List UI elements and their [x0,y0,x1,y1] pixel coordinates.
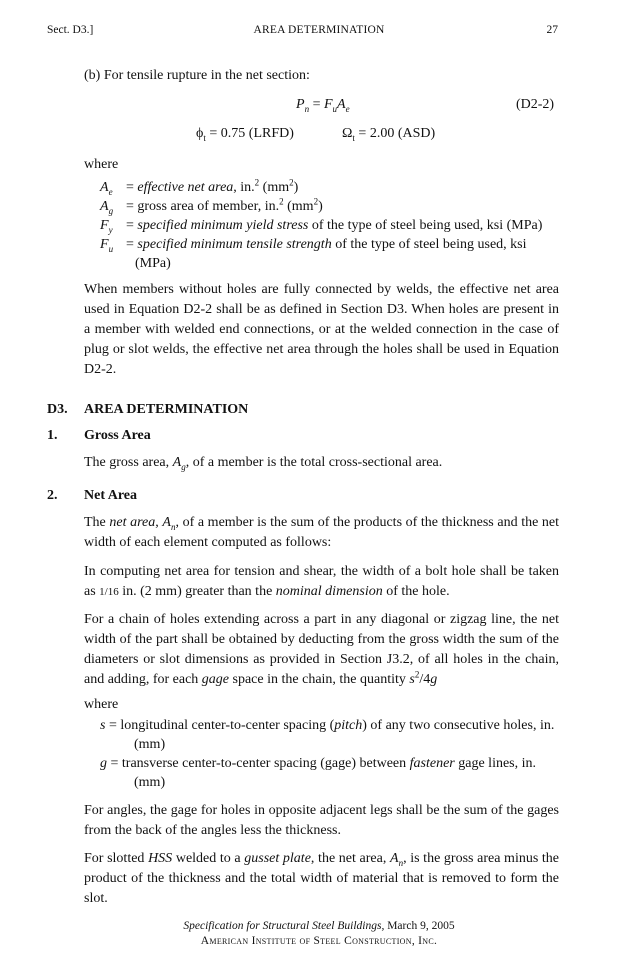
def-fy: $F_y$ = specified minimum yield stress of the type of steel being used, ksi (MPa) [100,218,543,235]
page-number: 27 [546,24,558,36]
footer-publisher: American Institute of Steel Construction, Inc. [200,935,438,947]
tensile-rupture-heading: (b) For tensile rupture in the net section: [84,68,310,83]
def-fu: $F_u$ = specified minimum tensile strength of the type of steel being used, ksi [100,237,527,254]
slotted-hss-paragraph: For slotted HSS welded to a gusset plate, the net area, $A_n$, is the gross area minus the product of the thickness and the total width of material that is removed to form the slot. [84,851,560,906]
subsection-2-title: Net Area [84,488,137,503]
equation-d2-2: $P_n = F_uA_e$ [296,97,350,114]
footer-citation: Specification for Structural Steel Buildings, March 9, 2005 [183,920,455,932]
net-area-paragraph: The net area, $A_n$, of a member is the sum of the products of the thickness and the net width of each element computed as follows: [84,515,560,550]
def-g: g = transverse center-to-center spacing (gage) between fastener gage lines, in. (mm) [100,756,537,790]
variable-definitions [100,178,560,273]
running-header-section: Sect. D3.] [47,24,94,36]
def-s: s = longitudinal center-to-center spacing (pitch) of any two consecutive holes, in. (mm) [100,718,555,752]
subsection-2-number: 2. [47,488,58,503]
equation-label: (D2-2) [516,97,555,112]
welded-members-paragraph: When members without holes are fully connected by welds, the effective net area used in Equation D2-2 shall be as defined in Section D3. When holes are present in a member with welded end connections, or at the welded connection in the case of plug or slot welds, the effective net area through the holes shall be used in Equation D2-2. [84,282,559,377]
chain-of-holes-paragraph: For a chain of holes extending across a part in any diagonal or zigzag line, the net width of the part shall be obtained by deducting from the gross width the sum of the diameters or slot dimensions as provided in Section J3.2, of all holes in the chain, and adding, for each gage space in the chain, the quantity $s^2/4g$ [84,612,559,687]
spacing-definitions [100,716,560,792]
def-ae: $A_e$ = effective net area, in.$^2$ $(mm^2)$ [100,177,299,197]
bolt-hole-paragraph: In computing net area for tension and shear, the width of a bolt hole shall be taken as 1/16 in. (2 mm) greater than the nominal dimension of the hole. [84,564,559,599]
running-header-title: AREA DETERMINATION [253,24,385,36]
omega-factor: $\Omega_t = 2.00$ (ASD) [342,126,436,143]
where-label-2: where [84,697,119,712]
section-title: AREA DETERMINATION [84,402,249,417]
where-label: where [84,157,119,172]
phi-factor: $\phi_t = 0.75$ (LRFD) [196,126,294,143]
gross-area-paragraph: The gross area, $A_g$, of a member is the total cross-sectional area. [84,455,443,472]
def-fu-unit: (MPa) [135,256,171,271]
section-number: D3. [47,402,68,417]
subsection-1-title: Gross Area [84,428,151,443]
subsection-1-number: 1. [47,428,58,443]
angles-paragraph: For angles, the gage for holes in opposite adjacent legs shall be the sum of the gages from the back of the angles less the thickness. [84,803,559,838]
def-ag: $A_g$ = gross area of member, in.$^2$ $(mm^2)$ [100,196,323,216]
